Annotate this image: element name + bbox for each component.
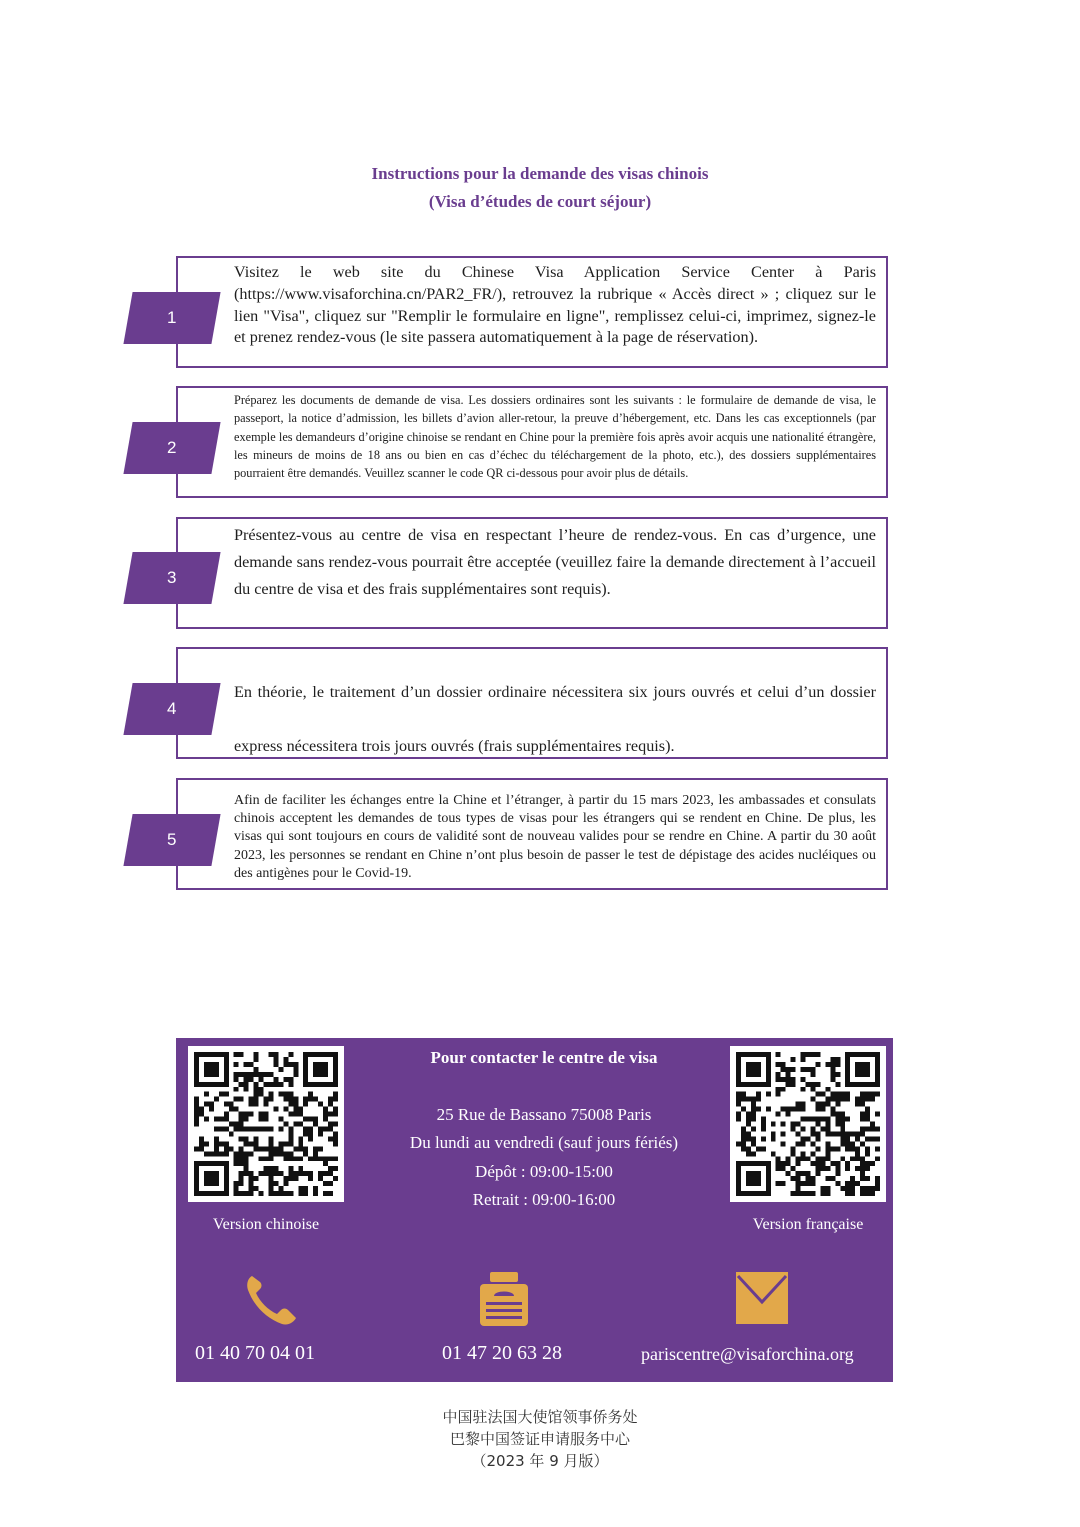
qr-code-icon [736,1052,880,1196]
step-text: Afin de faciliter les échanges entre la Chine et l’étranger, à partir du 15 mars 2023, les ambassades et consulats chinois acceptent les demandes de tous types de visas pour les étrangers qui se rendent en Chine. De plus, les visas qui sont toujours en cours de validité sont de nouveau valides pour se rendre en Chine. A partir du 30 août 2023, les personnes se rendant en Chine n’ont plus besoin de passer le test de dépistage des acides nucléiques ou des antigènes pour le Covid-19. [234,793,876,881]
step-box-5 [176,778,888,890]
qr-code-chinese-version[interactable] [188,1046,344,1202]
step-text: En théorie, le traitement d’un dossier ordinaire nécessitera six jours ouvrés et celui d’un dossier express nécessitera trois jours ouvrés (frais supplémentaires requis). [234,683,876,755]
step-text: Visitez le web site du Chinese Visa Application Service Center à Paris (https://www.visaforchina.cn/PAR2_FR/), retrouvez la rubrique « Accès direct » ; cliquez sur le lien "Visa", cliquez sur "Remplir le formulaire en ligne", remplissez celui-ci, imprimez, signez-le et prenez rendez-vous (le site passera automatiquement à la page de réservation). [234,263,876,347]
contact-address: 25 Rue de Bassano 75008 Paris [436,1105,652,1124]
step-text: Préparez les documents de demande de visa. Les dossiers ordinaires sont les suivants : le formulaire de demande de visa, le passeport, la notice d’admission, les billets d’avion aller-retour, la preuve d’hébergement, etc. Dans les cas exceptionnels (par exemple les demandeurs d’origine chinoise se rendant en Chine pour la première fois après avoir acquis une nationalité étrangère, les mineurs de moins de 18 ans ou bien en cas d’échec du téléchargement de la photo, etc.), des dossiers supplémentaires pourraient être demandés. Veuillez scanner le code QR ci-dessous pour avoir plus de détails. [234,393,876,481]
page-title-line2: (Visa d’études de court séjour) [428,192,652,211]
phone-number-1[interactable]: 01 40 70 04 01 [195,1342,315,1364]
footer-line-2: 巴黎中国签证申请服务中心 [449,1430,630,1448]
fax-icon [478,1272,530,1328]
contact-depot: Dépôt : 09:00-15:00 [475,1162,613,1181]
qr-code-french-version[interactable] [730,1046,886,1202]
contact-panel [176,1038,893,1382]
step-number-tag-3 [123,552,220,604]
step-number: 5 [167,830,177,849]
email-link[interactable]: pariscentre@visaforchina.org [641,1344,854,1364]
qr-label-french: Version française [752,1216,864,1233]
phone-number-2[interactable]: 01 47 20 63 28 [442,1342,562,1364]
footer-line-3: （2023 年 9 月版） [471,1452,609,1470]
qr-code-icon [194,1052,338,1196]
step-number-tag-1 [123,292,220,344]
phone-icon [244,1272,300,1326]
step-number-tag-5 [123,814,220,866]
page-title-line1: Instructions pour la demande des visas chinois [371,164,709,183]
qr-label-chinese: Version chinoise [212,1216,320,1233]
step-number: 2 [167,438,177,457]
footer-line-1: 中国驻法国大使馆领事侨务处 [442,1408,638,1426]
step-number: 1 [167,308,177,327]
step-box-3 [176,517,888,629]
step-number-tag-4 [123,683,220,735]
step-number-tag-2 [123,422,220,474]
envelope-icon [736,1272,788,1324]
contact-retrait: Retrait : 09:00-16:00 [472,1190,616,1209]
step-number: 3 [167,568,177,587]
step-number: 4 [167,699,177,718]
contact-hours: Du lundi au vendredi (sauf jours fériés) [409,1133,679,1152]
step-box-2 [176,386,888,498]
step-box-1 [176,256,888,368]
step-box-4 [176,647,888,759]
contact-heading: Pour contacter le centre de visa [430,1048,658,1067]
step-text: Présentez-vous au centre de visa en respectant l’heure de rendez-vous. En cas d’urgence, une demande sans rendez-vous pourrait être acceptée (veuillez faire la demande directement à l’accueil du centre de visa et des frais supplémentaires sont requis). [234,526,876,599]
